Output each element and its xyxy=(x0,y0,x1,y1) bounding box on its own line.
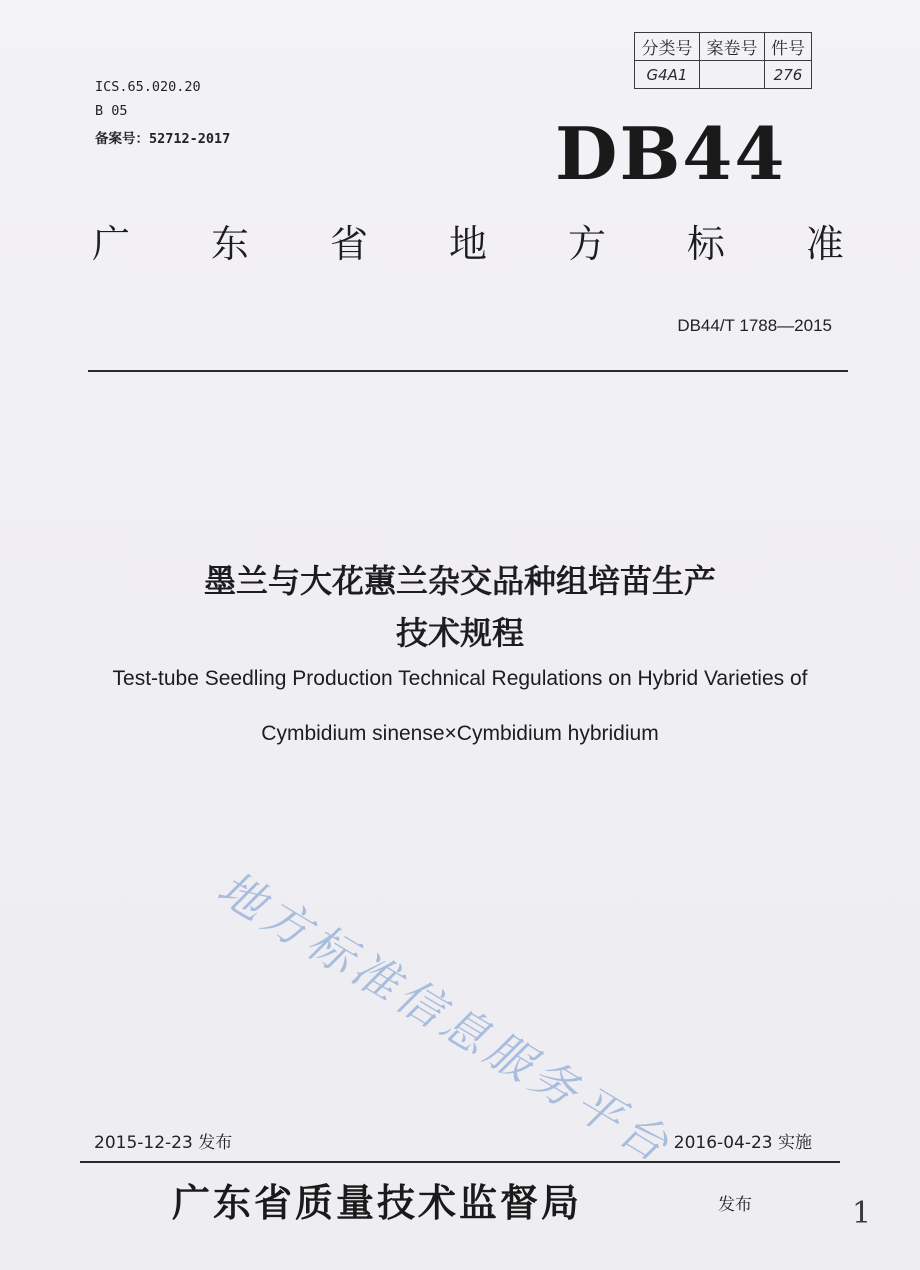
implement-date: 2016-04-23 实施 xyxy=(673,1133,812,1153)
watermark-text: 地方标准信息服务平台 xyxy=(208,860,683,1175)
header-char: 方 xyxy=(567,222,606,266)
classification-code: B 05 xyxy=(95,103,128,119)
header-char: 东 xyxy=(210,222,249,266)
stamp-value-row xyxy=(635,61,812,89)
header-char: 省 xyxy=(329,222,368,266)
page-number: 1 xyxy=(852,1196,872,1231)
archive-stamp-table xyxy=(634,32,812,89)
title-en-line1: Test-tube Seedling Production Technical Regulations on Hybrid Varieties of xyxy=(112,667,808,690)
standard-code: DB44/T 1788—2015 xyxy=(677,316,832,335)
stamp-header-item-no: 件号 xyxy=(765,33,812,61)
stamp-value-class-no: G4A1 xyxy=(635,61,700,89)
stamp-header-row xyxy=(635,33,812,61)
top-divider xyxy=(88,370,848,372)
header-char: 准 xyxy=(805,222,844,266)
standard-type-header xyxy=(92,222,844,266)
issued-label: 发布 xyxy=(718,1195,752,1215)
issuing-authority: 广东省质量技术监督局 xyxy=(172,1180,583,1225)
record-number: 备案号：52712-2017 xyxy=(95,131,231,147)
header-char: 标 xyxy=(686,222,725,266)
header-char: 广 xyxy=(92,222,131,266)
stamp-header-class-no: 分类号 xyxy=(635,33,700,61)
header-char: 地 xyxy=(448,222,487,266)
bottom-divider xyxy=(80,1161,840,1163)
standard-badge: DB44 xyxy=(555,111,787,196)
title-cn-line2: 技术规程 xyxy=(395,614,524,652)
title-cn-line1: 墨兰与大花蕙兰杂交品种组培苗生产 xyxy=(203,562,716,600)
title-en-line2: Cymbidium sinense×Cymbidium hybridium xyxy=(261,722,659,745)
stamp-header-file-no: 案卷号 xyxy=(700,33,765,61)
ics-code: ICS.65.020.20 xyxy=(95,79,201,95)
publish-date: 2015-12-23 发布 xyxy=(94,1133,233,1153)
stamp-value-file-no xyxy=(700,61,765,89)
stamp-value-item-no: 276 xyxy=(765,61,812,89)
